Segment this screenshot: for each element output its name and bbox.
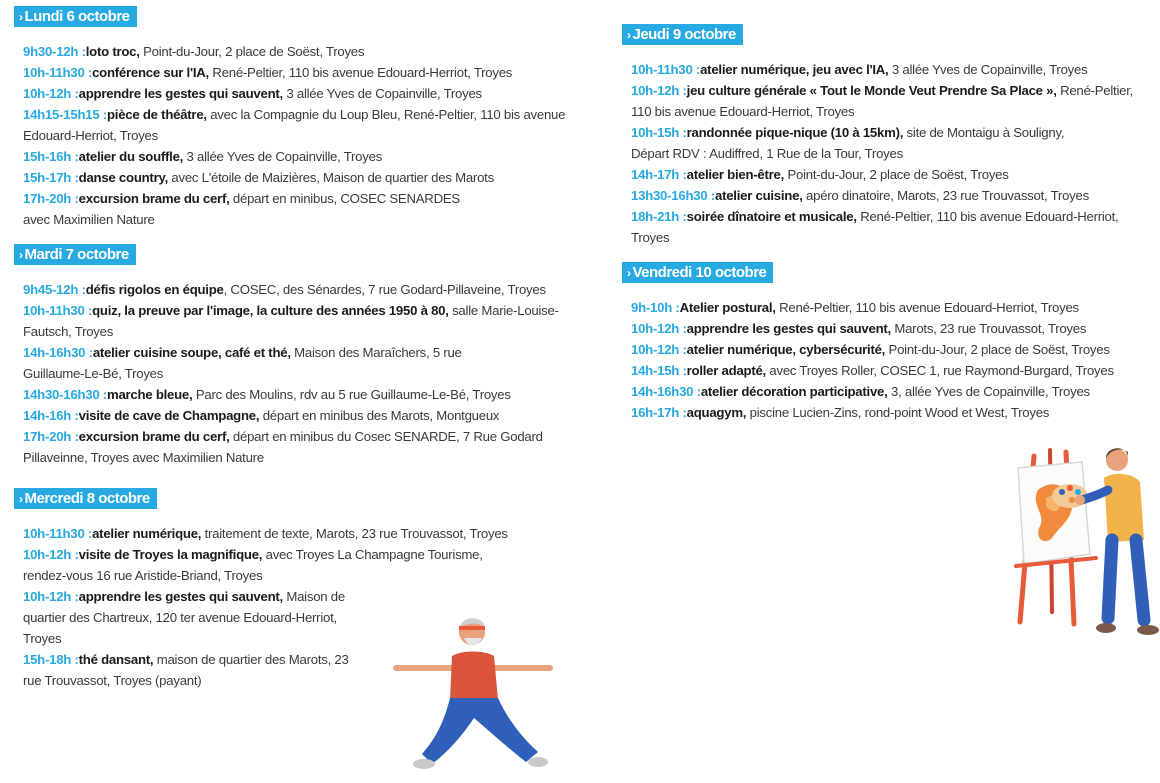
event-detail: 3 allée Yves de Copainville, Troyes [888,62,1088,77]
event-time: 18h-21h : [631,209,687,224]
event-title: visite de Troyes la magnifique, [78,547,263,562]
event-item [23,405,574,426]
event-time: 14h-16h : [23,408,79,423]
event-title: roller adapté, [686,363,766,378]
event-title: apprendre les gestes qui sauvent, [78,589,283,604]
event-title: atelier décoration participative, [700,384,888,399]
event-detail: Maison des Maraîchers, 5 rue Guillaume-Le-Bé, Troyes [23,345,462,381]
event-title: atelier numérique, cybersécurité, [686,342,886,357]
event-item [631,297,1152,318]
event-title: thé dansant, [78,652,154,667]
event-time: 9h30-12h : [23,44,86,59]
event-title: atelier numérique, jeu avec l'IA, [700,62,889,77]
day-header: › Jeudi 9 octobre [622,24,743,45]
event-time: 15h-17h : [23,170,79,185]
event-item [23,384,574,405]
yoga-svg [388,612,558,778]
event-time: 9h45-12h : [23,282,86,297]
event-detail: avec Troyes La Champagne Tourisme, rendez-vous 16 rue Aristide-Briand, Troyes [23,547,483,583]
event-detail: départ en minibus, COSEC SENARDES avec Maximilien Nature [23,191,460,227]
event-time: 14h-16h30 : [23,345,93,360]
event-title: loto troc, [85,44,140,59]
event-item [23,146,574,167]
event-item [23,300,574,342]
event-time: 10h-12h : [631,342,687,357]
event-item [23,544,503,586]
event-item [631,360,1152,381]
chevron-right-icon: › [627,28,631,42]
day-header: › Mardi 7 octobre [14,244,136,265]
event-title: aquagym, [686,405,747,420]
event-title: atelier cuisine soupe, café et thé, [92,345,291,360]
event-list [23,41,574,230]
event-time: 10h-12h : [23,547,79,562]
day-thursday [622,24,1152,248]
painter-svg [1012,442,1160,638]
event-detail: Maison de quartier des Chartreux, 120 ter avenue Edouard-Herriot, Troyes [23,589,345,646]
event-time: 10h-11h30 : [631,62,701,77]
event-item [23,62,574,83]
event-detail: traitement de texte, Marots, 23 rue Trouvassot, Troyes [201,526,508,541]
event-detail: René-Peltier, 110 bis avenue Edouard-Herriot, Troyes [208,65,513,80]
event-item [631,381,1152,402]
event-item [23,188,473,230]
event-item [631,164,1152,185]
event-detail: apéro dinatoire, Marots, 23 rue Trouvassot, Troyes [802,188,1089,203]
event-time: 10h-12h : [631,83,687,98]
event-list [631,297,1152,423]
event-detail: Point-du-Jour, 2 place de Soëst, Troyes [784,167,1009,182]
event-item [631,402,1152,423]
event-title: atelier cuisine, [714,188,803,203]
event-title: Atelier postural, [679,300,776,315]
day-friday [622,262,1152,423]
day-monday [14,6,574,230]
event-title: soirée dînatoire et musicale, [686,209,857,224]
event-time: 10h-11h30 : [23,303,93,318]
event-title: conférence sur l'IA, [92,65,209,80]
event-time: 10h-11h30 : [23,526,93,541]
event-item [23,279,574,300]
event-item [631,185,1152,206]
event-list [23,279,574,468]
day-tuesday [14,244,574,468]
event-title: visite de cave de Champagne, [78,408,260,423]
event-item [631,122,1071,164]
event-time: 14h30-16h30 : [23,387,107,402]
event-time: 16h-17h : [631,405,687,420]
event-detail: Marots, 23 rue Trouvassot, Troyes [890,321,1087,336]
event-detail: départ en minibus du Cosec SENARDE, 7 Rue Godard Pillaveinne, Troyes avec Maximilien Nature [23,429,543,465]
chevron-right-icon: › [19,248,23,262]
event-detail: 3, allée Yves de Copainville, Troyes [887,384,1090,399]
event-time: 10h-15h : [631,125,687,140]
event-detail: René-Peltier, 110 bis avenue Edouard-Herriot, Troyes [775,300,1079,315]
event-time: 15h-18h : [23,652,79,667]
event-time: 10h-12h : [23,589,79,604]
event-detail: , COSEC, des Sénardes, 7 rue Godard-Pillaveine, Troyes [223,282,546,297]
right-column [622,24,1152,437]
event-time: 14h15-15h15 : [23,107,107,122]
event-title: quiz, la preuve par l'image, la culture des années 1950 à 80, [92,303,449,318]
event-title: excursion brame du cerf, [78,191,230,206]
yoga-senior-illustration [388,612,558,778]
chevron-right-icon: › [627,266,631,280]
event-title: pièce de théâtre, [106,107,207,122]
event-time: 10h-12h : [631,321,687,336]
left-column [14,6,574,705]
event-title: marche bleue, [106,387,193,402]
event-item [23,649,368,691]
event-detail: René-Peltier, 110 bis avenue Edouard-Herriot, Troyes [631,209,1119,245]
event-list [631,59,1152,248]
event-item [631,206,1152,248]
event-title: défis rigolos en équipe [85,282,224,297]
event-detail: 3 allée Yves de Copainville, Troyes [282,86,482,101]
event-item [23,83,574,104]
painter-illustration [1012,442,1160,638]
event-detail: avec L'étoile de Maizières, Maison de quartier des Marots [167,170,494,185]
event-detail: avec la Compagnie du Loup Bleu, René-Peltier, 110 bis avenue Edouard-Herriot, Troyes [23,107,566,143]
day-header: › Mercredi 8 octobre [14,488,157,509]
event-item [23,586,368,649]
event-item [23,104,574,146]
event-detail: 3 allée Yves de Copainville, Troyes [183,149,383,164]
event-title: atelier numérique, [92,526,202,541]
event-time: 10h-12h : [23,86,79,101]
event-item [631,339,1152,360]
event-detail: avec Troyes Roller, COSEC 1, rue Raymond-Burgard, Troyes [765,363,1114,378]
event-title: atelier du souffle, [78,149,184,164]
chevron-right-icon: › [19,492,23,506]
event-item [23,167,574,188]
event-item [23,342,463,384]
event-title: jeu culture générale « Tout le Monde Veut Prendre Sa Place », [686,83,1057,98]
day-header: › Lundi 6 octobre [14,6,137,27]
event-detail: René-Peltier, 110 bis avenue Edouard-Herriot, Troyes [631,83,1134,119]
event-item [23,523,574,544]
event-title: randonnée pique-nique (10 à 15km), [686,125,904,140]
event-title: excursion brame du cerf, [78,429,230,444]
event-time: 13h30-16h30 : [631,188,715,203]
event-detail: Point-du-Jour, 2 place de Soëst, Troyes [885,342,1110,357]
event-detail: Point-du-Jour, 2 place de Soëst, Troyes [139,44,365,59]
event-item [631,80,1152,122]
event-title: apprendre les gestes qui sauvent, [78,86,283,101]
event-detail: site de Montaigu à Souligny, Départ RDV : Audiffred, 1 Rue de la Tour, Troyes [631,125,1065,161]
event-time: 14h-16h30 : [631,384,701,399]
event-time: 17h-20h : [23,429,79,444]
event-time: 14h-15h : [631,363,687,378]
event-detail: départ en minibus des Marots, Montgueux [259,408,500,423]
event-item [23,41,574,62]
day-header: › Vendredi 10 octobre [622,262,773,283]
event-detail: salle Marie-Louise-Fautsch, Troyes [23,303,559,339]
event-detail: maison de quartier des Marots, 23 rue Trouvassot, Troyes (payant) [23,652,349,688]
event-title: apprendre les gestes qui sauvent, [686,321,891,336]
event-time: 9h-10h : [631,300,680,315]
event-time: 10h-11h30 : [23,65,93,80]
event-title: atelier bien-être, [686,167,785,182]
event-detail: Parc des Moulins, rdv au 5 rue Guillaume-Le-Bé, Troyes [192,387,511,402]
event-title: danse country, [78,170,168,185]
event-detail: piscine Lucien-Zins, rond-point Wood et West, Troyes [746,405,1050,420]
event-time: 15h-16h : [23,149,79,164]
event-time: 14h-17h : [631,167,687,182]
chevron-right-icon: › [19,10,23,24]
event-time: 17h-20h : [23,191,79,206]
event-item [23,426,574,468]
event-item [631,318,1152,339]
event-item [631,59,1152,80]
